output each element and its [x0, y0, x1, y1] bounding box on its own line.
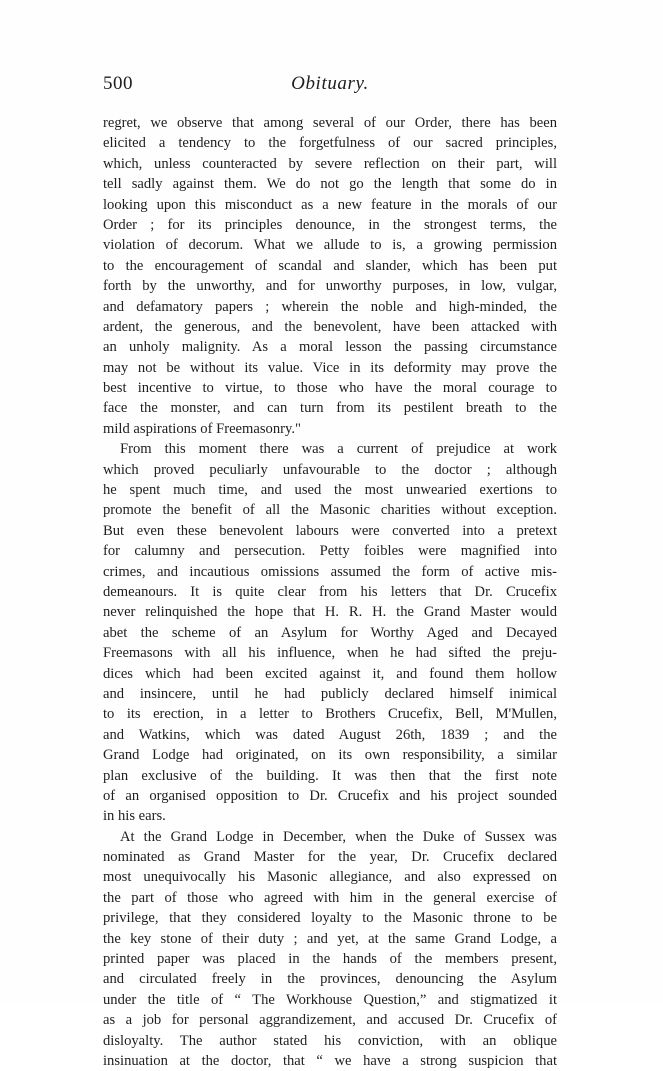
text-line: Grand Lodge had originated, on its own responsibility, a similar [103, 747, 557, 764]
text-line: to its erection, in a letter to Brothers Crucefix, Bell, M'Mullen, [103, 706, 557, 723]
text-line: promote the benefit of all the Masonic charities without exception. [103, 502, 557, 519]
text-line: demeanours. It is quite clear from his letters that Dr. Crucefix [103, 583, 557, 600]
text-line: and circulated freely in the provinces, denouncing the Asylum [103, 971, 557, 988]
text-line: privilege, that they considered loyalty to the Masonic throne to be [103, 910, 557, 927]
text-line: to the encouragement of scandal and slander, which has been put [103, 257, 557, 274]
text-line: insinuation at the doctor, that “ we have a strong suspicion that [103, 1052, 557, 1069]
text-line: elicited a tendency to the forgetfulness of our sacred principles, [103, 135, 557, 152]
text-line: mild aspirations of Freemasonry." [103, 420, 301, 437]
text-line: Order ; for its principles denounce, in the strongest terms, the [103, 216, 557, 233]
text-line: an unholy malignity. As a moral lesson the passing circumstance [103, 339, 557, 356]
text-line: dices which had been excited against it, and found them hollow [103, 665, 557, 682]
text-line: Freemasons with all his influence, when he had sifted the preju- [103, 645, 557, 662]
text-line: the part of those who agreed with him in the general exercise of [103, 889, 557, 906]
body-text [103, 113, 557, 1071]
text-line: and insincere, until he had publicly declared himself inimical [103, 685, 557, 702]
text-line: never relinquished the hope that H. R. H. the Grand Master would [103, 604, 557, 621]
text-line: tell sadly against them. We do not go the length that some do in [103, 176, 557, 193]
text-line: violation of decorum. What we allude to is, a growing permission [103, 237, 557, 254]
page-number: 500 [103, 73, 133, 94]
text-line: But even these benevolent labours were converted into a pretext [103, 522, 557, 539]
text-line: forth by the unworthy, and for unworthy purposes, in low, vulgar, [103, 278, 557, 295]
text-line: ardent, the generous, and the benevolent, have been attacked with [103, 318, 557, 335]
text-line: nominated as Grand Master for the year, Dr. Crucefix declared [103, 849, 557, 866]
text-line: and defamatory papers ; wherein the noble and high-minded, the [103, 298, 557, 315]
text-line: disloyalty. The author stated his conviction, with an oblique [103, 1032, 557, 1049]
text-line: under the title of “ The Workhouse Question,” and stigmatized it [103, 991, 557, 1008]
text-line: and Watkins, which was dated August 26th, 1839 ; and the [103, 726, 557, 743]
running-title: Obituary. [291, 73, 369, 94]
text-line: regret, we observe that among several of our Order, there has been [103, 115, 557, 131]
text-line: At the Grand Lodge in December, when the Duke of Sussex was [120, 828, 557, 845]
text-line: which, unless counteracted by severe reflection on their part, will [103, 155, 557, 172]
text-line: best incentive to virtue, to those who have the moral courage to [103, 380, 557, 397]
text-line: which proved peculiarly unfavourable to the doctor ; although [103, 461, 557, 478]
text-line: most unequivocally his Masonic allegiance, and also expressed on [103, 869, 557, 886]
text-line: may not be without its value. Vice in its deformity may prove the [103, 359, 557, 376]
text-line: as a job for personal aggrandizement, and accused Dr. Crucefix of [103, 1012, 557, 1029]
text-line: in his ears. [103, 808, 166, 825]
text-line: face the monster, and can turn from its pestilent breath to the [103, 400, 557, 417]
text-line: of an organised opposition to Dr. Crucefix and his project sounded [103, 787, 557, 804]
text-line: looking upon this misconduct as a new feature in the morals of our [103, 196, 557, 213]
text-line: the key stone of their duty ; and yet, at the same Grand Lodge, a [103, 930, 557, 947]
text-line: printed paper was placed in the hands of the members present, [103, 951, 557, 968]
page-header [103, 73, 557, 99]
text-line: he spent much time, and used the most unwearied exertions to [103, 482, 557, 499]
text-line: plan exclusive of the building. It was then that the first note [103, 767, 557, 784]
text-line: crimes, and incautious omissions assumed the form of active mis- [103, 563, 557, 580]
text-line: From this moment there was a current of prejudice at work [120, 441, 557, 458]
text-line: abet the scheme of an Asylum for Worthy Aged and Decayed [103, 624, 557, 641]
text-line: for calumny and persecution. Petty foibles were magnified into [103, 543, 557, 560]
